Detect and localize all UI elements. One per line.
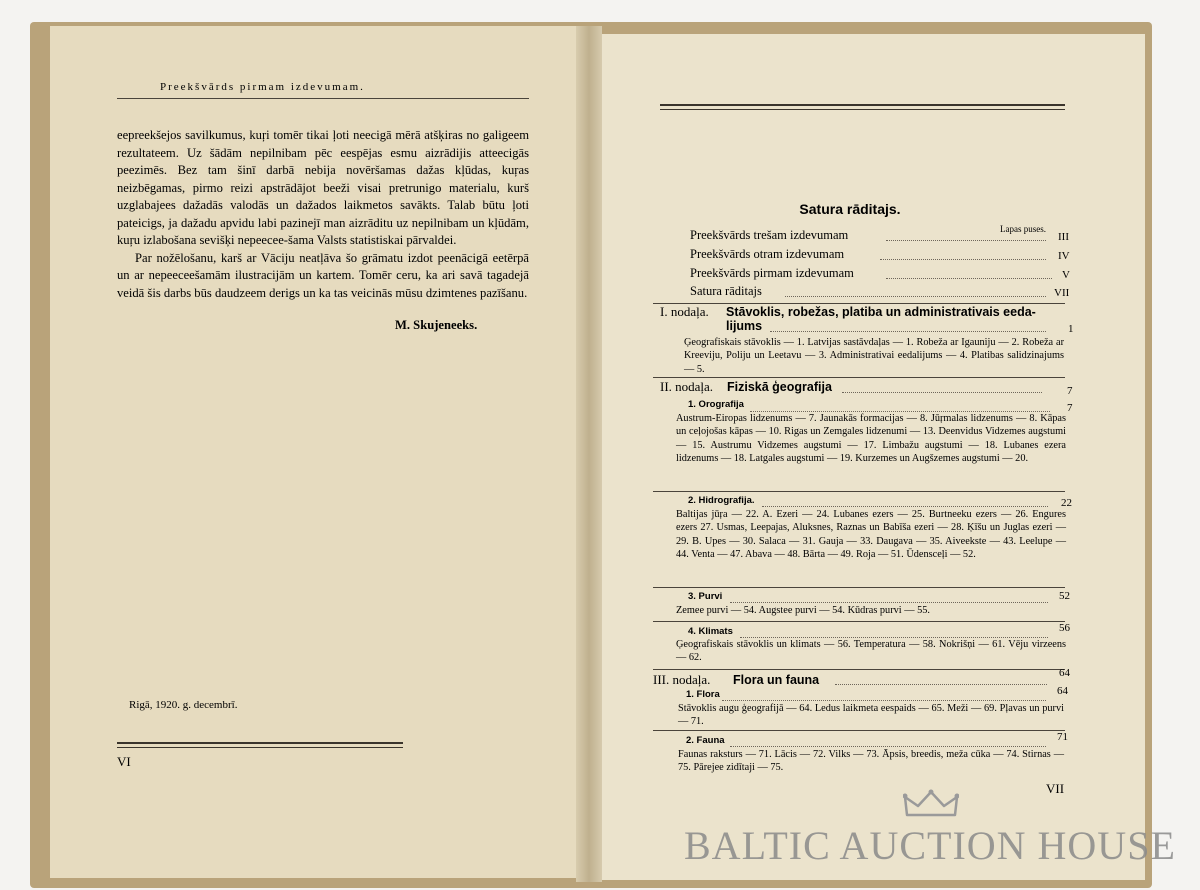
leader-dots: [762, 506, 1048, 507]
chapter-title-text: Flora un fauna: [733, 673, 820, 687]
separator: [653, 621, 1065, 622]
section-entries: Baltijas jūŗa — 22. A. Ezeri — 24. Lubanes ezers — 25. Burtneeku ezers — 26. Engures ezers 27. Usmas, Leepajas, Aluksnes, Raznas un Babīša ezeri — 28. Ķīšu un Juglas ezeri — 29. B. Upes — 30. Salaca — 31. Gauja — 33. Daugava — 35. Aiveekste — 43. Leelupe — 44. Venta — 47. Abava — 48. Bārta — 49. Roja — 51. Ūdensceļi — 52.: [676, 509, 1066, 560]
crown-icon: [903, 789, 959, 819]
leader-dots: [722, 700, 1046, 701]
toc-entry: Preekšvārds pirmam izdevumam: [690, 266, 854, 280]
chapter-title-text: Fiziskā ģeografija: [727, 380, 832, 394]
toc-page: VII: [1054, 287, 1070, 299]
leader-dots: [730, 602, 1048, 603]
toc-entry: Preekšvārds otram izdevumam: [690, 247, 845, 261]
chapter-title-text: lijums: [726, 319, 763, 333]
page-number-left: VI: [117, 754, 131, 769]
toc-page: IV: [1058, 250, 1070, 262]
leader-dots: [842, 392, 1042, 393]
toc-page: 7: [1067, 385, 1073, 397]
pages-label: Lapas puses.: [1000, 224, 1046, 234]
signature: M. Skujeneeks.: [395, 318, 478, 332]
leader-dots: [835, 684, 1047, 685]
toc-page: III: [1058, 231, 1069, 243]
leader-dots: [880, 259, 1046, 260]
chapter-title: [726, 304, 1036, 320]
section-title: 1. Orografija: [688, 399, 744, 410]
toc-page: 7: [1067, 402, 1073, 414]
toc-page: V: [1062, 269, 1070, 281]
chapter-number: II. nodaļa.: [660, 379, 714, 394]
section-title: 2. Fauna: [686, 735, 725, 746]
separator: [653, 669, 1065, 670]
separator: [653, 491, 1065, 492]
running-head: Preekšvārds pirmam izdevumam.: [160, 81, 365, 93]
section-title: 4. Klimats: [688, 626, 733, 637]
chapter-title: [727, 379, 832, 395]
chapter-title-text: Stāvoklis, robežas, platiba un administrativais eeda-: [726, 305, 1036, 319]
preface-paragraph: Par nožēlošanu, karš ar Vāciju neatļāva šo grāmatu izdot peenācigā eetērpā un ar nepeeceešamām ilustracijām un kartem. Tomēr ceru, ka ari savā tagadejā veidā šis darbs būs daudzeem derigs un ka tas veicinās mūsu dzimtenes pazīšanu.: [117, 250, 529, 300]
header-rule: [117, 98, 529, 99]
section-title: 3. Purvi: [688, 591, 723, 602]
preface-paragraph: eepreekšejos savilkumus, kuŗi tomēr tikai ļoti neecigā mērā atšķiras no galigeem rezultateem. Uz šādām nepilnibam pēc eespējas esmu aizrādijis atteecigās peezimēs. Bez tam šinī darbā nebija novēršamas dažas kļūdas, kuŗas neizbēgamas, pirmo reizi apstrādājot beeži visai pretrunigo materialu, kurš uzglabajees dažadās valodās un dažados laikmetos savākts. Talab būtu ļoti pateicigs, ja dažadu apvidu labi pazinejī man aizrāditu uz nepilnibam un kļūdām, kuŗu izlabošana sevišķi nepeecee-šama Valsts statistiskai pārvaldei.: [117, 128, 529, 247]
chapter-number: I. nodaļa.: [660, 304, 709, 319]
separator: [653, 377, 1065, 378]
toc-entry: Satura rāditajs: [690, 284, 762, 298]
preface-text: [117, 127, 529, 302]
section-entries: Zemee purvi — 54. Augstee purvi — 54. Kūdras purvi — 55.: [676, 605, 930, 616]
book-gutter: [576, 26, 602, 882]
toc-page: 56: [1059, 622, 1070, 634]
chapter-title: [726, 318, 762, 334]
separator: [653, 587, 1065, 588]
chapter-title: [733, 672, 819, 688]
chapter-number: III. nodaļa.: [653, 672, 711, 687]
top-rule: [660, 104, 1065, 110]
section-entries: Stāvoklis augu ģeografijā — 64. Ledus laikmeta eespaids — 65. Meži — 69. Pļavas un purvi — 71.: [678, 703, 1064, 728]
section-title: 2. Hidrografija.: [688, 495, 755, 506]
toc-page: 52: [1059, 590, 1070, 602]
leader-dots: [730, 746, 1046, 747]
leader-dots: [785, 296, 1046, 297]
leader-dots: [770, 331, 1046, 332]
page-number-right: VII: [1046, 781, 1065, 796]
toc-page: 71: [1057, 731, 1068, 743]
footer-rule: [117, 742, 403, 748]
section-title: 1. Flora: [686, 689, 720, 700]
place-date: Rigā, 1920. g. decembrī.: [129, 699, 238, 711]
chapter-entries: Ģeografiskais stāvoklis — 1. Latvijas sastāvdaļas — 1. Robeža ar Igauniju — 2. Robeža ar Kreeviju, Poliju un Leetavu — 3. Administrativai eedalijums — 4. Platibas salidzinajums — 5.: [684, 337, 1064, 375]
leader-dots: [886, 278, 1052, 279]
leader-dots: [886, 240, 1046, 241]
separator: [653, 730, 1065, 731]
toc-entry: Preekšvārds trešam izdevumam: [690, 228, 849, 242]
watermark-text: BALTIC AUCTION HOUSE: [684, 823, 1176, 868]
toc-page: 22: [1061, 497, 1072, 509]
toc-page: 64: [1057, 685, 1068, 697]
toc-page: 64: [1059, 667, 1070, 679]
section-entries: Ģeografiskais stāvoklis un klimats — 56. Temperatura — 58. Nokrišņi — 61. Vēju virzeens — 62.: [676, 639, 1066, 664]
toc-title: Satura rāditajs.: [799, 201, 901, 217]
section-entries: Faunas raksturs — 71. Lācis — 72. Vilks — 73. Āpsis, breedis, meža cūka — 74. Stirnas — 75. Pārejee zidītaji — 75.: [678, 749, 1064, 774]
section-entries: Austrum-Eiropas lidzenums — 7. Jaunakās formacijas — 8. Jūŗmalas lidzenums — 8. Kāpas un ceļojošas kāpas — 10. Rigas un Zemgales lidzenumi — 13. Deenvidus Vidzemes augstumi — 15. Austrumu Vidzemes augstumi — 17. Limbažu augstumi — 18. Lubanes ezera lidzenums — 18. Latgales augstumi — 19. Kurzemes un Augšzemes augstumi — 20.: [676, 413, 1066, 464]
toc-page: 1: [1068, 323, 1074, 335]
